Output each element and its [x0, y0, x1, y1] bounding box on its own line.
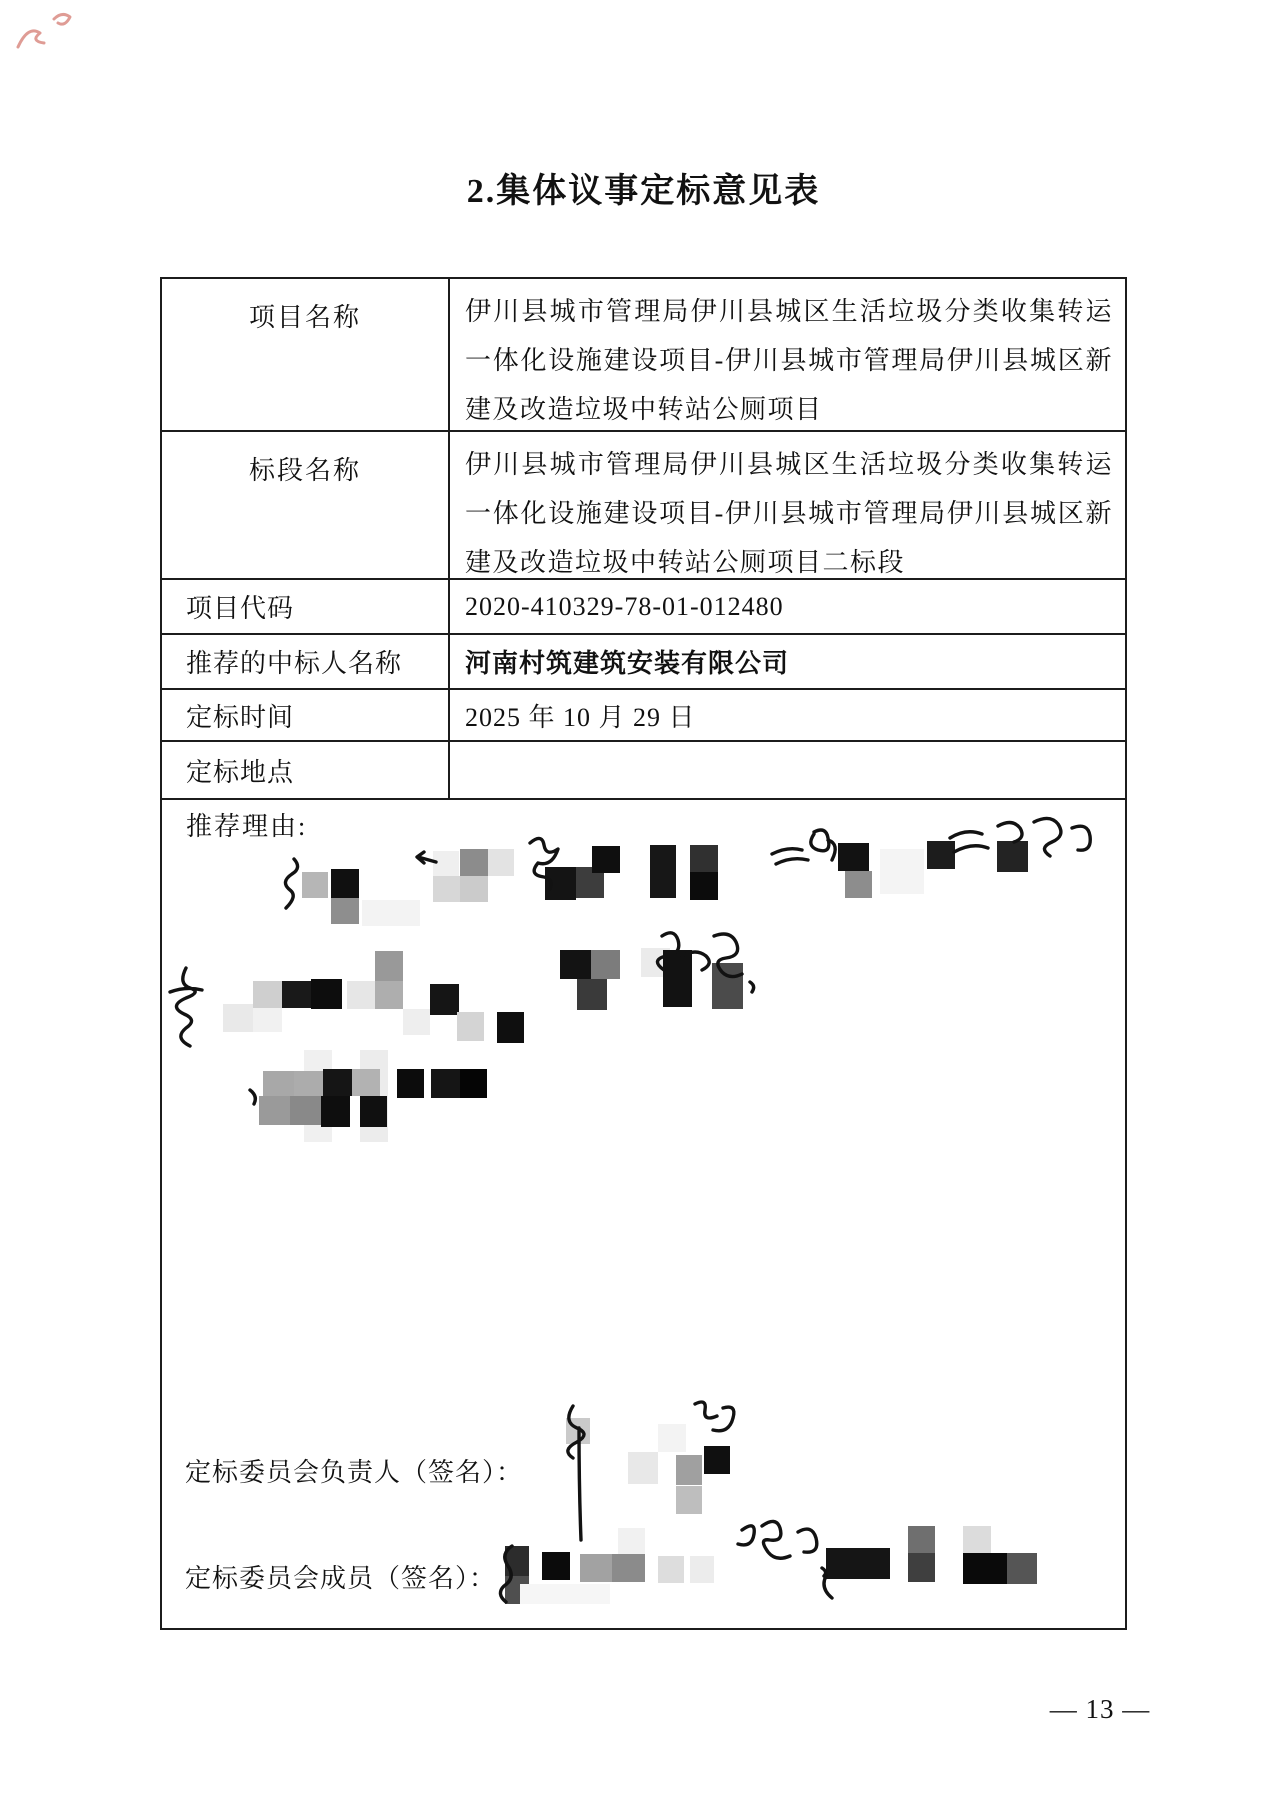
row-value-project-code: 2020-410329-78-01-012480: [465, 591, 784, 621]
row-value-project-name: 伊川县城市管理局伊川县城区生活垃圾分类收集转运一体化设施建设项目-伊川县城市管理局伊川县城区新建及改造垃圾中转站公厕项目: [465, 297, 1113, 424]
row-value-section-name: 伊川县城市管理局伊川县城区生活垃圾分类收集转运一体化设施建设项目-伊川县城市管理局伊川县城区新建及改造垃圾中转站公厕项目二标段: [465, 450, 1113, 577]
table-row-section-name: [162, 432, 1125, 580]
recommendation-reason-cell: [162, 800, 1125, 1628]
table-row-award-date: [162, 690, 1125, 742]
row-value-award-date: 2025 年 10 月 29 日: [465, 702, 696, 732]
committee-members-signature-label: 定标委员会成员（签名）：: [185, 1564, 497, 1593]
table-row-project-name: [162, 279, 1125, 432]
table-row-project-code: [162, 580, 1125, 635]
page-number: — 13 —: [1049, 1694, 1151, 1724]
table-row-recommended-winner: [162, 635, 1125, 690]
row-label-project-code: 项目代码: [162, 580, 450, 633]
table-row-award-location: [162, 742, 1125, 800]
row-label-recommended-winner: 推荐的中标人名称: [162, 635, 450, 688]
scan-artifact-red-mark: [10, 5, 80, 55]
row-label-section-name: 标段名称: [162, 432, 450, 578]
recommendation-reason-label: 推荐理由:: [186, 812, 308, 841]
row-label-project-name: 项目名称: [162, 279, 450, 430]
bid-award-form-table: [160, 277, 1127, 1630]
row-value-award-location: [450, 742, 1125, 798]
row-label-award-date: 定标时间: [162, 690, 450, 740]
row-label-award-location: 定标地点: [162, 742, 450, 798]
committee-leader-signature-label: 定标委员会负责人（签名）：: [185, 1458, 524, 1487]
document-title: 2.集体议事定标意见表: [466, 173, 821, 210]
row-value-recommended-winner: 河南村筑建筑安装有限公司: [465, 649, 790, 678]
